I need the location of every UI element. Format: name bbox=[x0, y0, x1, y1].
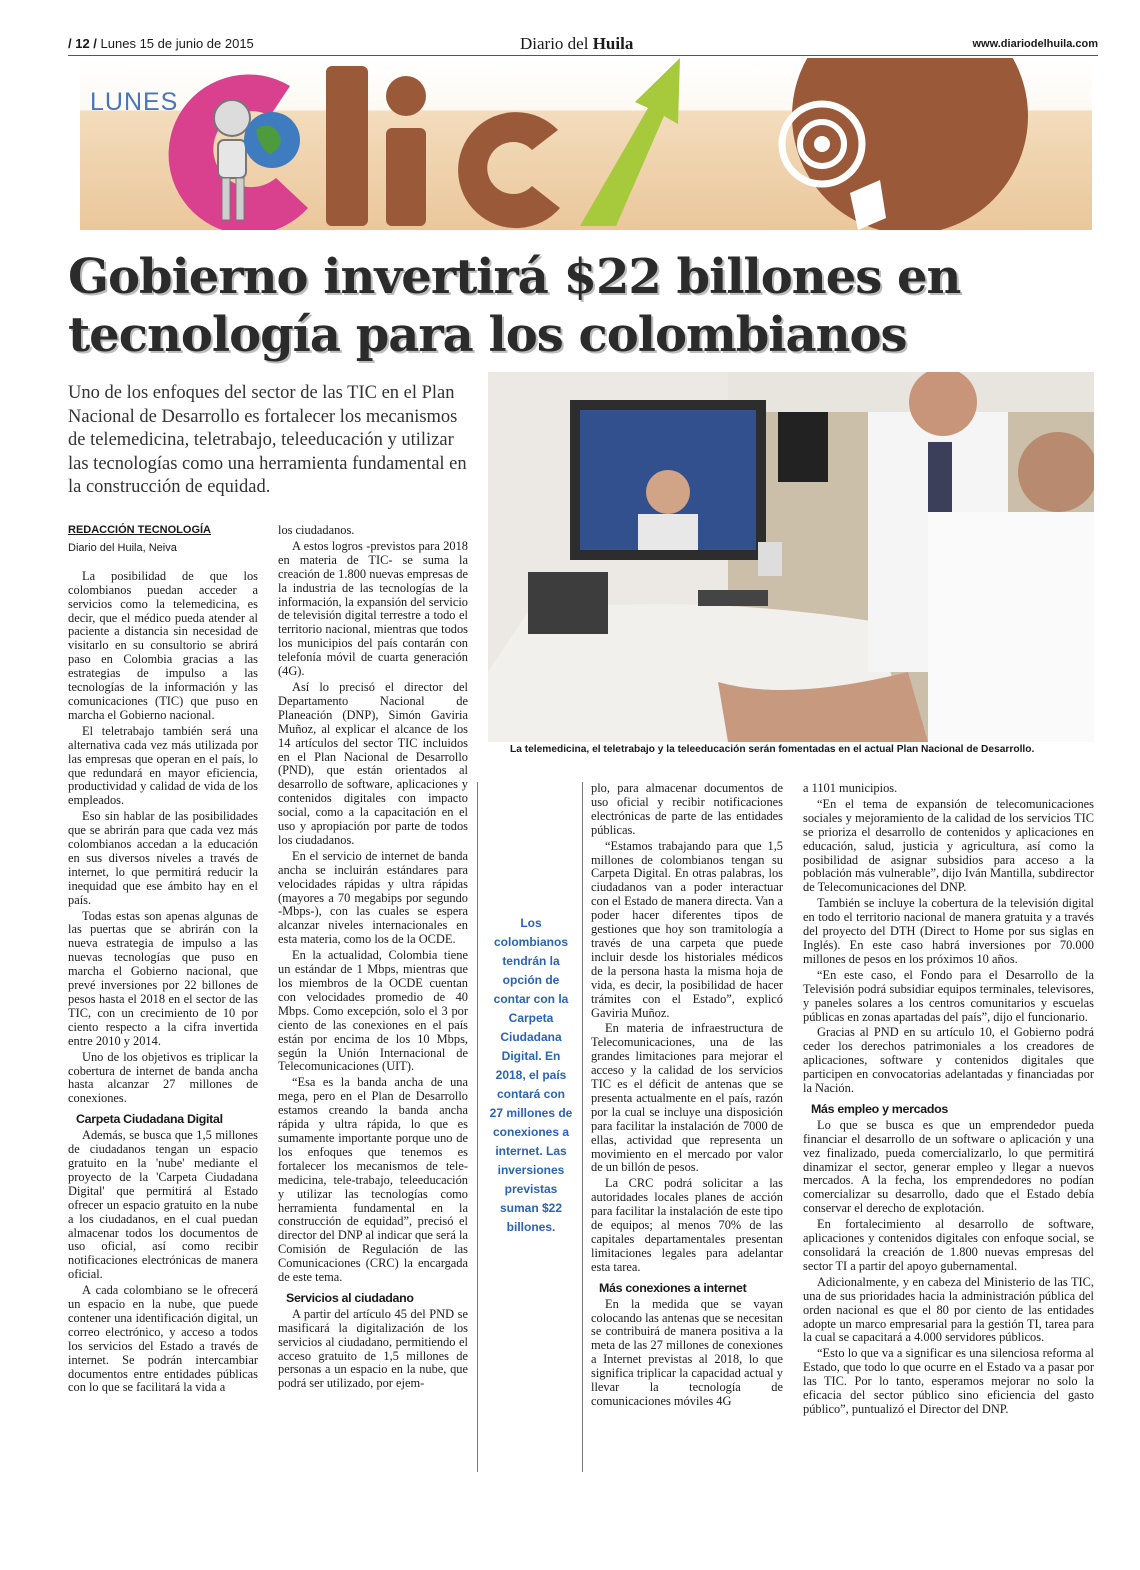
paragraph: El teletrabajo también será una alternativa cada vez más utilizada por las empresas que operan en el país, lo que redundará en mayor eficiencia, productividad y calidad de vida de los empleados. bbox=[68, 723, 258, 808]
paragraph: En el servicio de internet de banda ancha se incluirán estándares para velocidades rápidas y ultra rápidas (mayores a 70 megabips por segundo -Mbps-), con las cuales se espera alcanzar niveles internacionales en esta materia, como los de la OCDE. bbox=[278, 848, 468, 947]
cursor-arrow-icon bbox=[580, 58, 680, 226]
subheading: Carpeta Ciudadana Digital bbox=[76, 1112, 223, 1127]
issue-date: Lunes 15 de junio de 2015 bbox=[100, 36, 254, 51]
telemedicine-photo bbox=[488, 372, 1094, 742]
article-lead: Uno de los enfoques del sector de las TIC en el Plan Nacional de Desarrollo es fortalecer los mecanismos de telemedicina, teletrabajo, teleeducación y utilizar las tecnologías como una herramienta fundamental en la construcción de equidad. bbox=[68, 383, 467, 497]
column-divider bbox=[582, 782, 583, 1472]
section-day-label: LUNES bbox=[90, 88, 179, 116]
photo-caption: La telemedicina, el teletrabajo y la teleeducación serán fomentadas en el actual Plan Nacional de Desarrollo. bbox=[510, 744, 1035, 755]
i-dot-shape bbox=[386, 76, 426, 116]
paragraph: Así lo precisó el director del Departamento Nacional de Planeación (DNP), Simón Gaviria Muñoz, al explicar el alcance de los 14 artículos del sector TIC incluidos en el Plan Nacional de Desarrollo (PND), que están orientados al desarrollo de software, aplicaciones y contenidos digitales con impacto social, como a la capacitación en el uso y apropiación por parte de todos los ciudadanos. bbox=[278, 679, 468, 847]
paragraph: los ciudadanos. bbox=[278, 523, 355, 537]
subheading: Más empleo y mercados bbox=[811, 1101, 948, 1116]
paragraph: La CRC podrá solicitar a las autoridades locales planes de acción para facilitar la instalación de este tipo de equipos; al menos 70% de las capitales departamentales presentan limitaciones legales para adelantar esta tarea. bbox=[591, 1176, 783, 1274]
section-banner bbox=[80, 58, 1092, 230]
pull-quote: Los colombianos tendrán la opción de contar con la Carpeta Ciudadana Digital. En 2018, el país contará con 27 millones de conexiones a internet. Las inversiones previstas suman $22 billones. bbox=[489, 916, 573, 1234]
headline-line-2: tecnología para los colombianos bbox=[68, 307, 907, 363]
paragraph: “En este caso, el Fondo para el Desarrollo de la Televisión podrá subsidiar equipos terminales, televisores, y paneles solares a los centros comunitarios y escuelas públicas en zonas apartadas del país”, dijo el funcionario. bbox=[803, 967, 1094, 1024]
page-header bbox=[68, 34, 1098, 56]
article-column-4 bbox=[803, 782, 1094, 1419]
headline-line-1: Gobierno invertirá $22 billones en bbox=[68, 249, 961, 305]
paragraph: Uno de los objetivos es triplicar la cobertura de internet de banda ancha hasta alcanzar 27 millones de conexiones. bbox=[68, 1049, 258, 1106]
article-column-2 bbox=[278, 524, 468, 1393]
paragraph: En materia de infraestructura de Telecomunicaciones, una de las grandes limitaciones para mejorar el acceso y la calidad de los servicios TIC es el déficit de antenas que se presenta actualmente en el país, razón por la cual se incluye una disposición para facilitar la instalación de 7000 de ellas, actividad que representa un movimiento en el mercado por valor de un billón de pesos. bbox=[591, 1021, 783, 1175]
paragraph: En la actualidad, Colombia tiene un estándar de 1 Mbps, mientras que los miembros de la OCDE cuentan con velocidades promedio de 40 Mbps. Como excepción, solo el 3 por ciento de las conexiones en el país están por encima de los 10 Mbps, según la Unión Internacional de Telecomunicaciones (UIT). bbox=[278, 948, 468, 1074]
paragraph: En la medida que se vayan colocando las antenas que se necesitan se contribuirá de manera positiva a la meta de las 27 millones de conexiones a Internet previstas al 2018, lo que significa triplicar la capacidad actual y llevar la tecnología de comunicaciones móviles 4G bbox=[591, 1296, 783, 1408]
paragraph: “Estamos trabajando para que 1,5 millones de colombianos tengan su Carpeta Digital. En otras palabras, los ciudadanos van a poder interactuar con el Estado de manera directa. Van a poder hacer diferentes tipos de gestiones que hoy son tramitología a través de una carpeta que puede incluir desde los historiales médicos de la persona hasta la misma hoja de vida, es decir, la posibilidad de hacer trámites con el Estado”, explicó Gaviria Muñoz. bbox=[591, 838, 783, 1020]
clic-logo-art bbox=[80, 58, 1092, 230]
photo-illustration bbox=[488, 372, 1094, 742]
paragraph: A partir del artículo 45 del PND se masificará la digitalización de los servicios al ciudadano, permitiendo el acceso gratuito de 1,5 millones de personas a un espacio en la nube, que podrá ser utilizado, por ejem- bbox=[278, 1306, 468, 1391]
c-small-letter-shape bbox=[458, 112, 560, 228]
paragraph: Adicionalmente, y en cabeza del Ministerio de las TIC, una de sus prioridades hacia la administración pública del orden nacional es que el 80 por ciento de las entidades adopte un marco empresarial para la gestión TI, tarea para la cual se capacitará a 4.000 servidores públicos. bbox=[803, 1274, 1094, 1345]
article-column-1 bbox=[68, 524, 258, 1397]
paragraph: Gracias al PND en su artículo 10, el Gobierno podrá ceder los derechos patrimoniales a los creadores de aplicaciones, software y contenidos digitales que participen en convocatorias adelantadas y financiadas por la Nación. bbox=[803, 1025, 1094, 1096]
article-column-3 bbox=[591, 782, 783, 1411]
author-byline: REDACCIÓN TECNOLOGÍA bbox=[68, 524, 211, 536]
subheading: Servicios al ciudadano bbox=[286, 1290, 414, 1305]
page-folio bbox=[68, 36, 254, 51]
paragraph: “Esa es la banda ancha de una mega, pero en el Plan de Desarrollo estamos creando la banda ancha rápida y ultra rápida, lo que es sumamente importante porque uno de los enfoques que tenemos es fortalecer los mecanismos de tele-medicina, tele-trabajo, teleeducación y utilizar las tecnologías como herramienta fundamental en la construcción de equidad”, precisó el director del DNP al indicar que será la Comisión de Regulación de las Comunicaciones (CRC) la encargada de este tema. bbox=[278, 1075, 468, 1285]
paragraph: En fortalecimiento al desarrollo de software, aplicaciones y contenidos digitales con enfoque social, se consolidará la creación de 1.800 nuevas empresas del sector TI a partir del apoyo gubernamental. bbox=[803, 1217, 1094, 1273]
paragraph: “Esto lo que va a significar es una silenciosa reforma al Estado, que todo lo que ocurre en el Estado va a pasar por las TIC. Por lo tanto, esperamos mejorar no solo la eficacia del sector público sino eficiencia del gasto público”, puntualizó el Director del DNP. bbox=[803, 1346, 1094, 1416]
masthead-bold: Huila bbox=[592, 34, 634, 53]
paragraph: La posibilidad de que los colombianos puedan acceder a servicios como la telemedicina, es decir, que el médico pueda atender al paciente a distancia sin necesidad de visitarlo en su consultorio se abrirá paso en Colombia gracias a las estrategias de impulso a las tecnologías de la información y las comunicaciones (TIC) que puso en marcha el Gobierno nacional. bbox=[68, 568, 258, 722]
paragraph: Además, se busca que 1,5 millones de ciudadanos tengan un espacio gratuito en la 'nube' mediante el proyecto de la 'Carpeta Ciudadana Digital' que permitirá al Estado ofrecer un espacio gratuito en la nube a los ciudadanos, en el cual puedan almacenar todos los documentos de uso oficial, así como recibir notificaciones electrónicas de manera oficial. bbox=[68, 1128, 258, 1282]
page-number: / 12 / bbox=[68, 36, 97, 51]
paragraph: plo, para almacenar documentos de uso oficial y recibir notificaciones electrónicas de parte de las entidades públicas. bbox=[591, 781, 783, 837]
paragraph: Lo que se busca es que un emprendedor pueda financiar el desarrollo de un software o aplicación y una vez finalizado, pueda comercializarlo, lo que permitirá dinamizar el sector, generar empleo y llegar a nuevos mercados. A la fecha, los emprendedores no podían comercializar su desarrollo, dado que el Estado debía conservar el derecho de explotación. bbox=[803, 1117, 1094, 1216]
website-url: www.diariodelhuila.com bbox=[972, 38, 1098, 50]
dateline: Diario del Huila, Neiva bbox=[68, 541, 177, 554]
article-headline bbox=[68, 248, 1098, 364]
newspaper-masthead bbox=[520, 34, 633, 54]
l-letter-shape bbox=[326, 66, 368, 226]
paragraph: A estos logros -previstos para 2018 en materia de TIC- se suma la creación de 1.800 nuevas empresas de la industria de las tecnologías de la información, la expansión del servicio de televisión digital terrestre a todo el territorio nacional, mientras que todos los municipios del país contarán con telefonía móvil de cuarta generación (4G). bbox=[278, 538, 468, 679]
paragraph: “En el tema de expansión de telecomunicaciones sociales y mejoramiento de la calidad de los servicios TIC se prioriza el desarrollo de contenidos y aplicaciones en educación, salud, justicia y agricultura, así como la posibilidad de asignar subsidios para acceso a la población más vulnerable”, dijo Iván Mantilla, subdirector de Telecomunicaciones del DNP. bbox=[803, 796, 1094, 895]
paragraph: Todas estas son apenas algunas de las puertas que se abrirán con la nueva estrategia de impulso a las nuevas tecnologías que puso en marcha el Gobierno nacional, que prevé inversiones por 22 billones de pesos hasta el 2018 en el sector de las TIC, con un crecimiento de 10 por ciento respecto a la cifra invertida entre 2010 y 2014. bbox=[68, 908, 258, 1048]
paragraph: a 1101 municipios. bbox=[803, 781, 898, 795]
column-divider bbox=[477, 782, 478, 1472]
i-letter-shape bbox=[386, 128, 426, 226]
paragraph: Eso sin hablar de las posibilidades que se abrirán para que cada vez más colombianos accedan a la educación en sus diversos niveles a través de internet, lo que permitirá reducir la inequidad que ese ámbito hay en el país. bbox=[68, 809, 258, 907]
paragraph: A cada colombiano se le ofrecerá un espacio en la nube, que puede contener una identificación digital, un correo electrónico, y acceso a todos los servicios del Estado a través de internet. Se podrán intercambiar documentos entre entidades públicas con lo que se facilitará la vida a bbox=[68, 1283, 258, 1395]
masthead-light: Diario del bbox=[520, 34, 589, 53]
paragraph: También se incluye la cobertura de la televisión digital en todo el territorio nacional de manera gratuita y a través del proyecto del DTH (Direct to Home por sus siglas en Inglés). En este caso habrá inversiones por 70.000 millones de pesos en los próximos 10 años. bbox=[803, 896, 1094, 966]
subheading: Más conexiones a internet bbox=[599, 1280, 747, 1295]
signal-dot bbox=[814, 136, 830, 152]
